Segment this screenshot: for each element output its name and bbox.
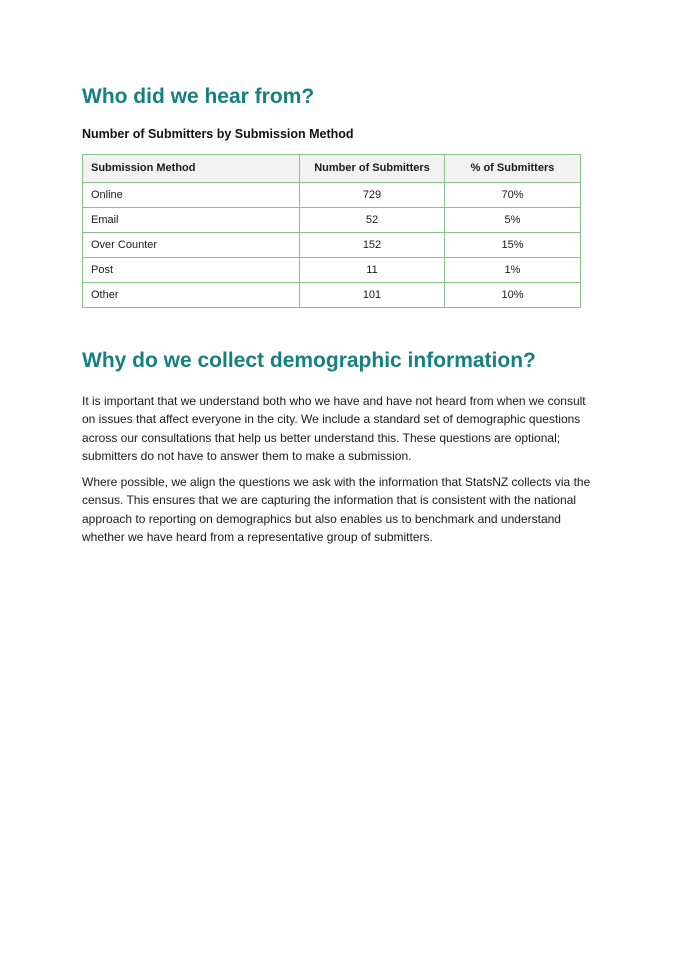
cell-method: Over Counter (83, 233, 300, 258)
table-row (83, 233, 581, 258)
cell-percent: 1% (445, 258, 581, 283)
body-paragraph: It is important that we understand both who we have and have not heard from when we consult on issues that affect everyone in the city. We include a standard set of demographic questions across our consultations that help us better understand this. These questions are optional; submitters do not have to answer them to make a submission. (82, 394, 586, 463)
submitters-table (82, 154, 581, 308)
section-heading-why: Why do we collect demographic information? (82, 349, 536, 372)
cell-number: 152 (300, 233, 445, 258)
cell-percent: 15% (445, 233, 581, 258)
body-paragraph: Where possible, we align the questions we ask with the information that StatsNZ collects via the census. This ensures that we are capturing the information that is consistent with the national approach to reporting on demographics but also enables us to benchmark and understand whether we have heard from a representative group of submitters. (82, 475, 591, 544)
cell-method: Other (83, 283, 300, 308)
table-row (83, 283, 581, 308)
cell-method: Post (83, 258, 300, 283)
table-title: Number of Submitters by Submission Method (82, 127, 354, 141)
cell-method: Online (83, 183, 300, 208)
cell-method: Email (83, 208, 300, 233)
column-header-percent: % of Submitters (445, 155, 581, 183)
cell-number: 52 (300, 208, 445, 233)
cell-number: 11 (300, 258, 445, 283)
section-heading-who: Who did we hear from? (82, 85, 315, 108)
table-row (83, 208, 581, 233)
table-header-row (83, 155, 581, 183)
cell-percent: 10% (445, 283, 581, 308)
table-row (83, 258, 581, 283)
table-row (83, 183, 581, 208)
cell-percent: 70% (445, 183, 581, 208)
cell-number: 101 (300, 283, 445, 308)
cell-percent: 5% (445, 208, 581, 233)
column-header-number: Number of Submitters (300, 155, 445, 183)
cell-number: 729 (300, 183, 445, 208)
column-header-method: Submission Method (83, 155, 300, 183)
